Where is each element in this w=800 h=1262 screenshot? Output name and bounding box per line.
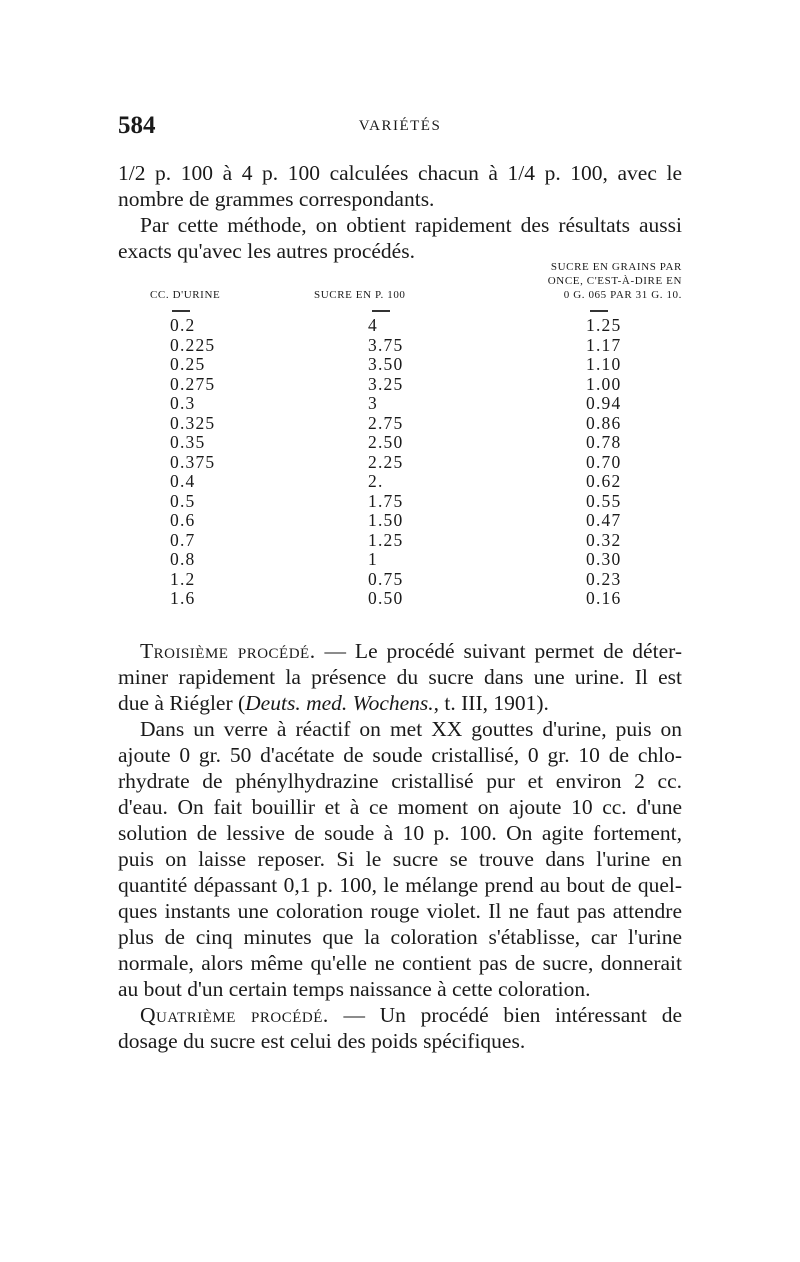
- citation: Deuts. med. Wochens.: [245, 691, 434, 715]
- cell-sucre-pct: 1.75: [368, 490, 404, 511]
- cell-cc-urine: 0.25: [170, 354, 206, 374]
- text-line: Par cette méthode, on obtient rapidement des résultats aussi: [140, 213, 682, 237]
- method-intro-paragraph: [118, 212, 682, 264]
- cell-sucre-grains: 0.47: [586, 510, 622, 530]
- cell-sucre-pct: 0.50: [368, 588, 404, 608]
- text-line: [118, 690, 682, 716]
- cell-sucre-pct: 2.75: [368, 412, 404, 433]
- cell-sucre-grains: 1.10: [586, 354, 622, 374]
- text-line: Dans un verre à réactif on met XX gouttes d'urine, puis on: [140, 717, 682, 741]
- cell-sucre-grains: 0.32: [586, 529, 622, 550]
- cell-sucre-grains: 1.17: [586, 334, 622, 355]
- quatrieme-procede-paragraph: [118, 1002, 682, 1054]
- table-body: [118, 316, 682, 609]
- table-row: [118, 492, 682, 512]
- text-line: puis on laisse reposer. Si le sucre se trouve dans l'urine en: [118, 847, 682, 871]
- cell-cc-urine: 0.3: [170, 393, 196, 413]
- cell-sucre-pct: 2.25: [368, 451, 404, 472]
- text-line: ques instants une coloration rouge violet. Il ne faut pas attendre: [118, 899, 682, 923]
- section-heading: Troisième procédé.: [140, 639, 316, 663]
- cell-cc-urine: 0.35: [170, 432, 206, 452]
- cell-sucre-grains: 0.70: [586, 451, 622, 472]
- table-row: [118, 570, 682, 590]
- cell-sucre-grains: 0.23: [586, 568, 622, 589]
- cell-cc-urine: 0.7: [170, 529, 196, 550]
- cell-cc-urine: 1.6: [170, 588, 196, 608]
- cell-sucre-grains: 0.78: [586, 432, 622, 452]
- cell-cc-urine: 0.275: [170, 373, 216, 394]
- cell-cc-urine: 0.6: [170, 510, 196, 530]
- cell-cc-urine: 0.325: [170, 412, 216, 433]
- cell-sucre-pct: 1.25: [368, 529, 404, 550]
- text-line: rhydrate de phénylhydrazine cristallisé pur et environ 2 cc.: [118, 769, 682, 793]
- cell-sucre-pct: 3.25: [368, 373, 404, 394]
- text-line: d'eau. On fait bouillir et à ce moment on ajoute 10 cc. d'une: [118, 795, 682, 819]
- running-head: VARIÉTÉS: [358, 118, 442, 134]
- cell-sucre-grains: 0.86: [586, 412, 622, 433]
- cell-cc-urine: 0.2: [170, 315, 196, 335]
- cell-cc-urine: 0.8: [170, 549, 196, 569]
- cell-sucre-pct: 2.50: [368, 432, 404, 452]
- table-row: [118, 355, 682, 375]
- cell-sucre-grains: 0.62: [586, 471, 622, 491]
- column-rule: [590, 310, 608, 312]
- column-header-sucre-grains: [524, 260, 682, 302]
- table-row: [118, 472, 682, 492]
- text-line: au bout d'un certain temps naissance à cette coloration.: [118, 977, 591, 1001]
- text-fragment: — Un procédé bien intéressant de: [328, 1003, 682, 1027]
- cell-sucre-grains: 0.94: [586, 393, 622, 413]
- cell-sucre-grains: 0.16: [586, 588, 622, 608]
- text-line: ajoute 0 gr. 50 d'acétate de soude cristallisé, 0 gr. 10 de chlo-: [118, 743, 682, 767]
- table-row: [118, 433, 682, 453]
- method-paragraph: [118, 716, 682, 1002]
- text-fragment: — Le procédé suivant permet de déter-: [315, 639, 682, 663]
- cell-sucre-grains: 1.00: [586, 373, 622, 394]
- column-rule: [372, 310, 390, 312]
- text-line: normale, alors même qu'elle ne contient pas de sucre, donnerait: [118, 951, 682, 975]
- text-line: nombre de grammes correspondants.: [118, 187, 435, 211]
- text-line: exacts qu'avec les autres procédés.: [118, 239, 415, 263]
- cell-cc-urine: 0.225: [170, 334, 216, 355]
- cell-sucre-grains: 0.30: [586, 549, 622, 569]
- table-row: [118, 453, 682, 473]
- cell-cc-urine: 0.4: [170, 471, 196, 491]
- table-row: [118, 414, 682, 434]
- text-line: 1/2 p. 100 à 4 p. 100 calculées chacun à 1/4 p. 100, avec le: [118, 161, 682, 185]
- table-row: [118, 316, 682, 336]
- column-header-line: ONCE, C'EST-À-DIRE EN: [547, 275, 682, 287]
- text-line: [118, 638, 682, 664]
- column-header-cc-urine: CC. D'URINE: [150, 289, 221, 301]
- text-line: dosage du sucre est celui des poids spécifiques.: [118, 1029, 526, 1053]
- cell-sucre-pct: 3: [368, 393, 378, 413]
- column-header-line: SUCRE EN GRAINS PAR: [550, 261, 682, 273]
- cell-sucre-pct: 4: [368, 315, 378, 335]
- cell-sucre-pct: 3.75: [368, 334, 404, 355]
- table-row: [118, 589, 682, 609]
- table-row: [118, 531, 682, 551]
- page-number: 584: [118, 112, 156, 139]
- table-row: [118, 511, 682, 531]
- cell-sucre-grains: 0.55: [586, 490, 622, 511]
- intro-paragraph: [118, 160, 682, 212]
- cell-sucre-grains: 1.25: [586, 315, 622, 335]
- text-line: quantité dépassant 0,1 p. 100, le mélange prend au bout de quel-: [118, 873, 682, 897]
- text-line: plus de cinq minutes que la coloration s'établisse, car l'urine: [118, 925, 682, 949]
- page-header: [118, 112, 682, 142]
- cell-sucre-pct: 3.50: [368, 354, 404, 374]
- text-line: solution de lessive de soude à 10 p. 100. On agite fortement,: [118, 821, 682, 845]
- cell-sucre-pct: 2.: [368, 471, 384, 491]
- table-row: [118, 550, 682, 570]
- table-row: [118, 394, 682, 414]
- text-line: [118, 1002, 682, 1028]
- text-line: miner rapidement la présence du sucre dans une urine. Il est: [118, 665, 682, 689]
- section-heading: Quatrième procédé.: [140, 1003, 329, 1027]
- column-header-sucre-pct: SUCRE EN P. 100: [314, 289, 406, 301]
- table-row: [118, 336, 682, 356]
- cell-sucre-pct: 0.75: [368, 568, 404, 589]
- cell-sucre-pct: 1.50: [368, 510, 404, 530]
- text-fragment: , t. III, 1901).: [433, 691, 549, 715]
- column-rule: [172, 310, 190, 312]
- column-header-line: 0 G. 065 PAR 31 G. 10.: [563, 289, 682, 301]
- text-fragment: due à Riégler (: [118, 691, 246, 715]
- cell-cc-urine: 1.2: [170, 568, 196, 589]
- cell-cc-urine: 0.5: [170, 490, 196, 511]
- troisieme-procede-paragraph: [118, 638, 682, 716]
- table-row: [118, 375, 682, 395]
- cell-sucre-pct: 1: [368, 549, 378, 569]
- cell-cc-urine: 0.375: [170, 451, 216, 472]
